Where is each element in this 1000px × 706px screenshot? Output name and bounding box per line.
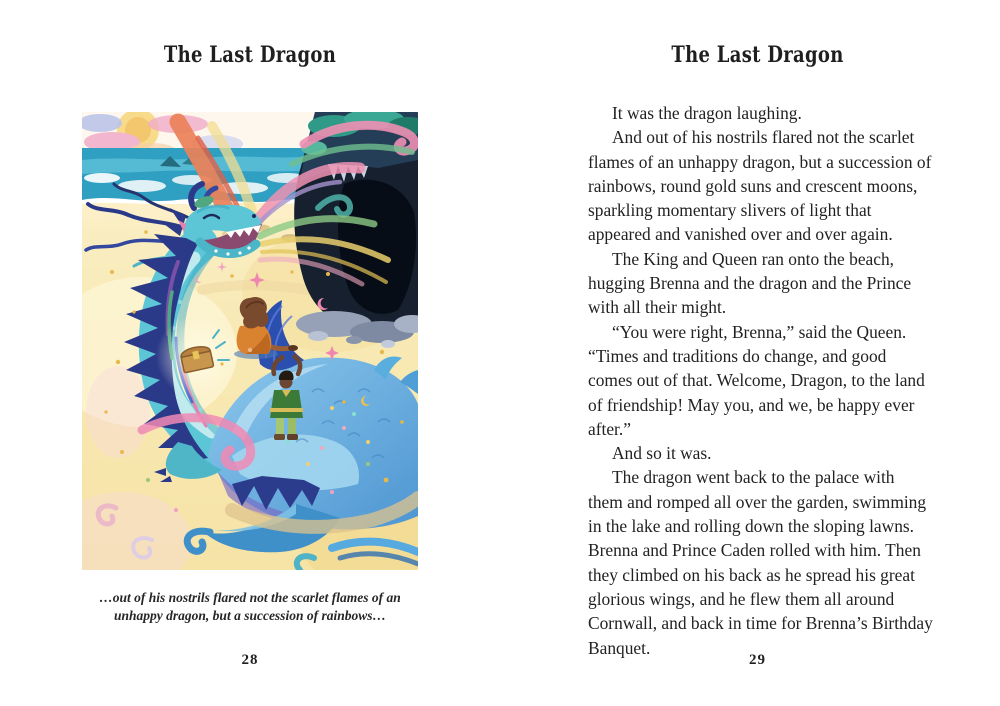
illustration-figure — [82, 112, 418, 570]
story-paragraph: The dragon went back to the palace with them and romped all over the garden, swimming in the lake and rolling down the sloping lawns. Brenna and Prince Caden rolled with him. Then they climbed on his back as he spread his great glorious wings, and he flew them all around Cornwall, and back in time for Brenna’s Birthday Banquet. — [588, 467, 933, 658]
caption-line-1: …out of his nostrils flared not the scarlet flames of an — [99, 590, 401, 605]
right-page-footer — [585, 649, 930, 671]
story-paragraph: And out of his nostrils flared not the scarlet flames of an unhappy dragon, but a succession of rainbows, round gold suns and crescent moons, sparkling momentary slivers of light that appeared and vanished over and over again. — [588, 127, 932, 245]
swirl-ornament-icon — [347, 47, 391, 63]
swirl-ornament-icon — [268, 654, 302, 667]
story-paragraph: The King and Queen ran onto the beach, hugging Brenna and the dragon and the Prince with all their might. — [588, 248, 912, 318]
illustration-caption — [62, 589, 438, 625]
story-paragraph: And so it was. — [612, 443, 712, 464]
swirl-ornament-icon — [616, 47, 660, 63]
book-title-right: The Last Dragon — [671, 42, 844, 68]
story-paragraph: It was the dragon laughing. — [612, 103, 802, 123]
left-running-head — [82, 42, 418, 68]
left-page-footer — [82, 649, 418, 671]
story-text — [588, 101, 933, 660]
story-paragraph: “You were right, Brenna,” said the Queen. “Times and traditions do change, and good comes out of that. Welcome, Dragon, to the land of friendship! May you, and we, be happy ever after.” — [588, 321, 925, 439]
swirl-ornament-icon — [706, 654, 740, 667]
caption-line-2: unhappy dragon, but a succession of rainbows… — [114, 608, 386, 623]
page-number-right: 29 — [749, 651, 766, 668]
right-running-head — [585, 42, 930, 68]
book-title-left: The Last Dragon — [163, 42, 337, 68]
swirl-ornament-icon — [775, 654, 809, 667]
swirl-ornament-icon — [199, 654, 233, 667]
swirl-ornament-icon — [855, 47, 899, 63]
swirl-ornament-icon — [109, 47, 153, 63]
page-number-left: 28 — [241, 651, 259, 668]
dragon-beach-illustration — [82, 112, 418, 570]
